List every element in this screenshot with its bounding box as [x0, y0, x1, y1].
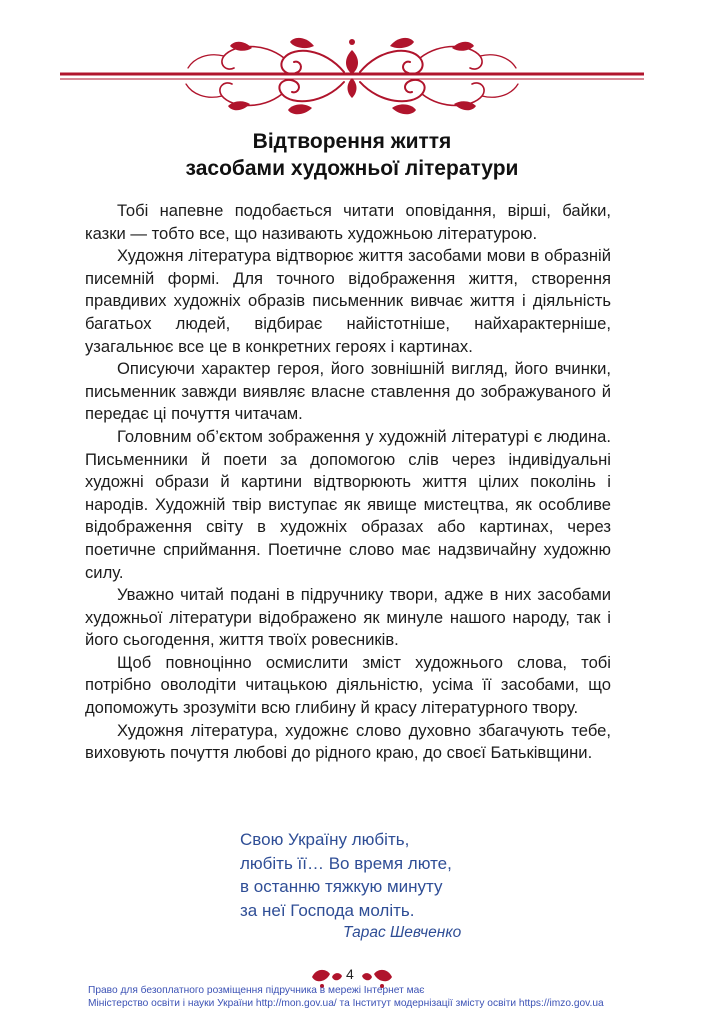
paragraph: Щоб повноцінно осмислити зміст художнього слова, тобі потрібно оволодіти читацькою діяльністю, усіма її засобами, що допоможуть зрозуміти всю глибину й красу літературного твору.	[85, 652, 611, 718]
paragraph: Художня література відтворює життя засобами мови в образній писемній формі. Для точного відображення життя, створення правдивих художніх образів письменник вивчає життя і діяльність багатьох людей, відбирає найістотніше, найхарактерніше, узагальнює все це в конкретних героях і картинах.	[85, 246, 611, 356]
title-line-2: засобами художньої літератури	[185, 157, 519, 180]
body-text	[85, 200, 611, 765]
poem-line: Свою Україну любіть,	[240, 830, 410, 849]
paragraph: Описуючи характер героя, його зовнішній вигляд, його вчинки, письменник завжди виявляє власне ставлення до зображуваного й передає ці почуття читачам.	[85, 359, 611, 424]
footer-line-1: Право для безоплатного розміщення підручника в мережі Інтернет має	[88, 985, 425, 996]
poem-line: любіть її… Во время люте,	[240, 853, 452, 873]
paragraph: Головним об’єктом зображення у художній літературі є людина. Письменники й поети за допомогою слів через індивідуальні художні образи й картини відтворюють життя цілих поколінь і народів. Художній твір виступає як явище мистецтва, як особливе відображення світу в художніх образах або картинах, через поетичне сприймання. Поетичне слово має надзвичайну художню силу.	[85, 426, 611, 582]
footer-line-2[interactable]: Міністерство освіти і науки України http://mon.gov.ua/ та Інститут модернізації змісту освіти https://imzo.gov.ua	[88, 997, 604, 1009]
page-number: 4	[346, 966, 354, 982]
poem-line: за неї Господа моліть.	[240, 900, 415, 920]
paragraph: Тобі напевне подобається читати оповідання, вірші, байки, казки — тобто все, що називають художньою літературою.	[85, 201, 611, 243]
page-title	[0, 128, 704, 182]
footer-rights-notice	[88, 985, 648, 1010]
poem-author: Тарас Шевченко	[343, 924, 462, 941]
paragraph: Художня література, художнє слово духовно збагачують тебе, виховують почуття любові до рідного краю, до своєї Батьківщини.	[85, 720, 611, 763]
title-line-1: Відтворення життя	[252, 130, 452, 153]
poem-line: в останню тяжкую минуту	[240, 877, 443, 896]
header-floral-ornament-icon	[60, 28, 644, 118]
epigraph-poem	[240, 828, 540, 941]
paragraph: Уважно читай подані в підручнику твори, адже в них засобами художньої літератури відображено як минуле нашого народу, так і його сьогодення, життя твоїх ровесників.	[85, 585, 611, 650]
